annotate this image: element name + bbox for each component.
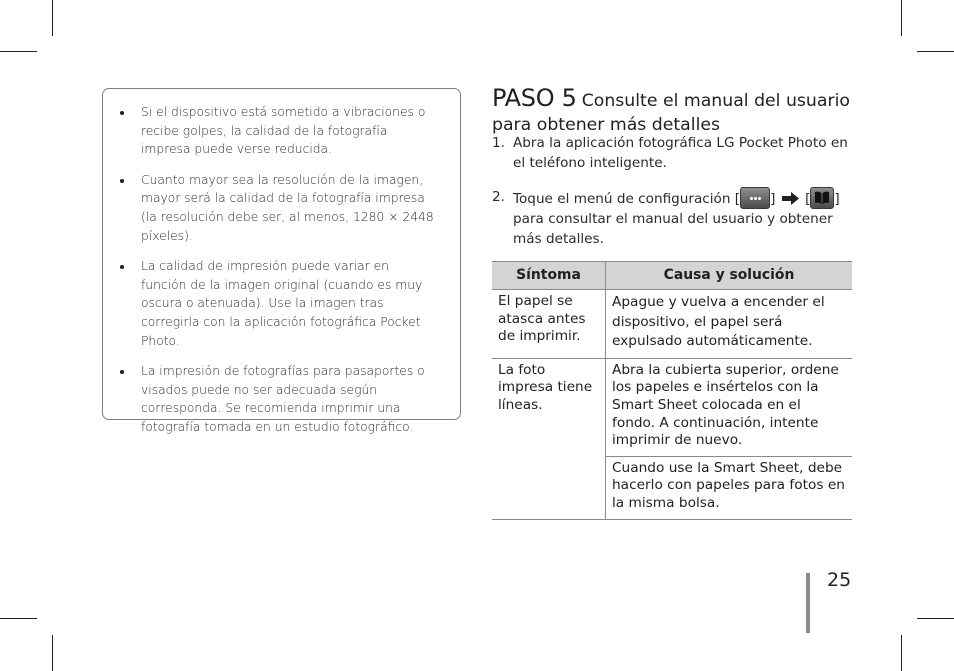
crop-mark	[52, 635, 53, 671]
crop-mark	[901, 635, 902, 671]
step-text-prefix: Toque el menú de configuración [	[513, 191, 741, 207]
crop-mark	[0, 51, 37, 52]
note-text: La calidad de impresión puede variar en función de la imagen original (cuando es muy oscura o atenuada). Use la imagen tras corregirla con la aplicación fotográfica Pocket Photo.	[141, 259, 423, 348]
page-number: 25	[827, 569, 852, 591]
crop-mark	[52, 0, 53, 36]
step-text-suffix: ] para consultar el manual del usuario y obtener más detalles.	[513, 191, 840, 247]
note-text: Si el dispositivo está sometido a vibraciones o recibe golpes, la calidad de la fotografía impresa puede verse reducida.	[141, 105, 426, 157]
bullet-icon	[120, 265, 124, 269]
symptom-cell: La foto impresa tiene líneas.	[492, 358, 606, 519]
symptom-cell: El papel se atasca antes de imprimir.	[492, 290, 606, 359]
step-item	[492, 187, 854, 249]
crop-mark	[917, 51, 954, 52]
list-item	[103, 362, 460, 436]
note-text: La impresión de fotografías para pasaportes o visados puede no ser adecuada según corresponda. Se recomienda imprimir una fotografía tomada en un estudio fotográfico.	[141, 364, 425, 434]
bullet-icon	[120, 370, 124, 374]
solution-cell: Apague y vuelva a encender el dispositivo, el papel será expulsado automáticamente.	[606, 290, 853, 359]
notes-list	[103, 103, 460, 449]
instruction-steps	[492, 133, 854, 249]
book-icon	[810, 187, 834, 209]
step-item	[492, 133, 854, 173]
table-row	[492, 290, 852, 359]
bracket-open: [	[805, 191, 811, 207]
step-label: PASO 5	[492, 84, 577, 112]
bullet-icon	[120, 111, 124, 115]
solution-cell: Abra la cubierta superior, ordene los papeles e insértelos con la Smart Sheet colocada en el fondo. A continuación, intente imprimir de nuevo.	[606, 358, 853, 456]
crop-mark	[901, 0, 902, 36]
crop-mark	[917, 618, 954, 619]
step-number: 1.	[492, 135, 505, 151]
notes-box	[102, 88, 461, 434]
bullet-icon	[120, 179, 124, 183]
table-row	[492, 358, 852, 456]
list-item	[103, 103, 460, 159]
troubleshooting-table	[492, 261, 852, 520]
step-text: Abra la aplicación fotográfica LG Pocket Photo en el teléfono inteligente.	[513, 135, 848, 171]
list-item	[103, 171, 460, 245]
bracket-close: ]	[770, 191, 776, 207]
solution-cell: Cuando use la Smart Sheet, debe hacerlo con papeles para fotos en la misma bolsa.	[606, 456, 853, 519]
header-symptom: Síntoma	[492, 262, 606, 290]
more-menu-icon	[740, 187, 770, 209]
crop-mark	[0, 618, 37, 619]
step-title: Consulte el manual del usuario para obtener más detalles	[492, 91, 850, 135]
right-arrow-icon	[782, 192, 799, 205]
step-number: 2.	[492, 189, 505, 205]
table-header-row	[492, 262, 852, 290]
header-solution: Causa y solución	[606, 262, 853, 290]
note-text: Cuanto mayor sea la resolución de la imagen, mayor será la calidad de la fotografía impresa (la resolución debe ser, al menos, 1280 × 2448 píxeles).	[141, 172, 434, 243]
step-heading	[492, 84, 852, 137]
list-item	[103, 257, 460, 350]
page-number-bar	[806, 573, 810, 633]
